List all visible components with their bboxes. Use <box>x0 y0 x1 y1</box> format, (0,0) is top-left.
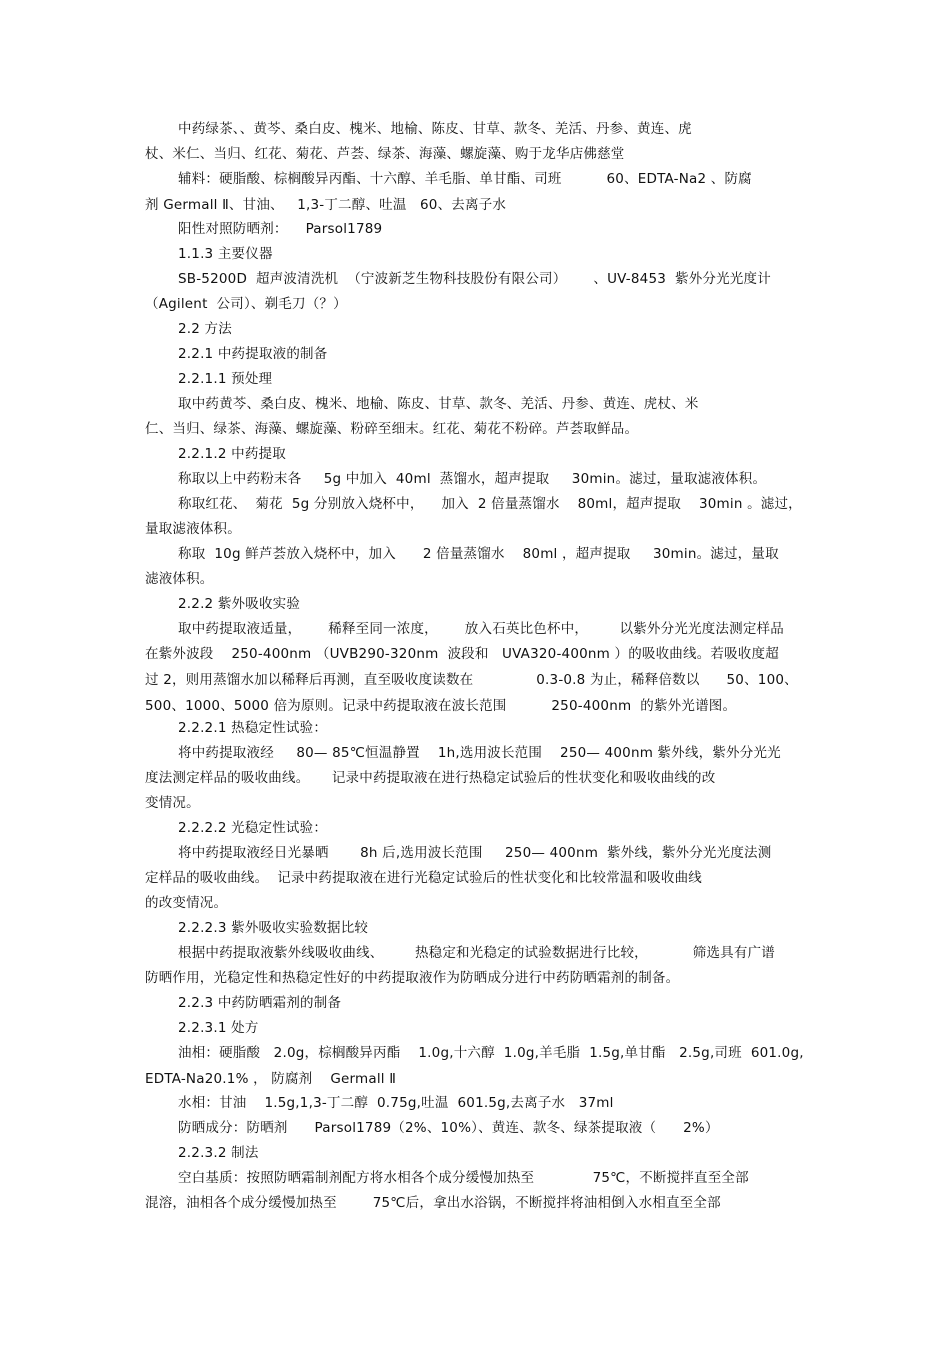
paragraph-line: 仁、当归、绿茶、海藻、螺旋藻、粉碎至细末。红花、菊花不粉碎。芦荟取鲜品。 <box>145 421 639 437</box>
section-heading: 2.2.1 中药提取液的制备 <box>178 346 328 362</box>
paragraph-line: 滤液体积。 <box>145 571 214 587</box>
paragraph-line: 剂 Germall Ⅱ、甘油、 1,3-丁二醇、吐温 60、去离子水 <box>145 197 507 213</box>
paragraph-line: 过 2，则用蒸馏水加以稀释后再测，直至吸收度读数在 0.3-0.8 为止，稀释倍数以 50、100、 <box>145 672 798 688</box>
section-heading: 2.2.1.2 中药提取 <box>178 446 286 462</box>
paragraph-line: 油相：硬脂酸 2.0g，棕榈酸异丙酯 1.0g,十六醇 1.0g,羊毛脂 1.5g,单甘酯 2.5g,司班 601.0g, <box>178 1045 804 1061</box>
section-heading: 2.2.3 中药防晒霜剂的制备 <box>178 995 342 1011</box>
paragraph-line: 变情况。 <box>145 795 200 811</box>
paragraph-line: 的改变情况。 <box>145 895 228 911</box>
paragraph-line: 防晒成分：防晒剂 Parsol1789（2%、10%）、黄连、款冬、绿茶提取液（ 2%） <box>178 1120 719 1136</box>
paragraph-line: 防晒作用，光稳定性和热稳定性好的中药提取液作为防晒成分进行中药防晒霜剂的制备。 <box>145 970 680 986</box>
paragraph-line: 称取以上中药粉末各 5g 中加入 40ml 蒸馏水，超声提取 30min。滤过，量取滤液体积。 <box>178 471 767 487</box>
section-heading: 1.1.3 主要仪器 <box>178 246 273 262</box>
paragraph-line: 在紫外波段 250-400nm （UVB290-320nm 波段和 UVA320-400nm ）的吸收曲线。若吸收度超 <box>145 646 779 662</box>
paragraph-line: 辅料：硬脂酸、棕榈酸异丙酯、十六醇、羊毛脂、单甘酯、司班 60、EDTA-Na2 、防腐 <box>178 171 752 187</box>
paragraph-line: 将中药提取液经日光暴晒 8h 后,选用波长范围 250— 400nm 紫外线，紫外分光光度法测 <box>178 845 772 861</box>
section-heading: 2.2.3.2 制法 <box>178 1145 259 1161</box>
paragraph-line: 500、1000、5000 倍为原则。记录中药提取液在波长范围 250-400nm 的紫外光谱图。 <box>145 698 737 714</box>
paragraph-line: 量取滤液体积。 <box>145 521 241 537</box>
section-heading: 2.2.2 紫外吸收实验 <box>178 596 301 612</box>
paragraph-line: 空白基质：按照防晒霜制剂配方将水相各个成分缓慢加热至 75℃，不断搅拌直至全部 <box>178 1170 749 1186</box>
paragraph-line: 水相：甘油 1.5g,1,3-丁二醇 0.75g,吐温 601.5g,去离子水 37ml <box>178 1095 614 1111</box>
section-heading: 2.2 方法 <box>178 321 232 337</box>
paragraph-line: 阳性对照防晒剂： Parsol1789 <box>178 221 383 237</box>
paragraph-line: 中药绿茶、、黄芩、桑白皮、槐米、地榆、陈皮、甘草、款冬、羌活、丹参、黄连、虎 <box>178 121 692 137</box>
paragraph-line: EDTA-Na20.1% ， 防腐剂 Germall Ⅱ <box>145 1071 397 1087</box>
paragraph-line: （Agilent 公司）、剃毛刀（？） <box>145 296 347 312</box>
section-heading: 2.2.2.2 光稳定性试验： <box>178 820 328 836</box>
section-heading: 2.2.2.1 热稳定性试验： <box>178 720 328 736</box>
paragraph-line: 混溶，油相各个成分缓慢加热至 75℃后，拿出水浴锅，不断搅拌将油相倒入水相直至全部 <box>145 1195 721 1211</box>
paragraph-line: 根据中药提取液紫外线吸收曲线、 热稳定和光稳定的试验数据进行比较， 筛选具有广谱 <box>178 945 775 961</box>
section-heading: 2.2.3.1 处方 <box>178 1020 259 1036</box>
paragraph-line: 称取 10g 鲜芦荟放入烧杯中，加入 2 倍量蒸馏水 80ml ，超声提取 30min。滤过，量取 <box>178 546 779 562</box>
paragraph-line: 杖、米仁、当归、红花、菊花、芦荟、绿茶、海藻、螺旋藻、购于龙华店佛慈堂 <box>145 146 625 162</box>
paragraph-line: 将中药提取液经 80— 85℃恒温静置 1h,选用波长范围 250— 400nm 紫外线，紫外分光光 <box>178 745 781 761</box>
paragraph-line: 称取红花、 菊花 5g 分别放入烧杯中， 加入 2 倍量蒸馏水 80ml，超声提取 30min 。滤过， <box>178 496 802 512</box>
section-heading: 2.2.2.3 紫外吸收实验数据比较 <box>178 920 369 936</box>
paragraph-line: 取中药提取液适量， 稀释至同一浓度， 放入石英比色杯中， 以紫外分光光度法测定样品 <box>178 621 784 637</box>
paragraph-line: SB-5200D 超声波清洗机 （宁波新芝生物科技股份有限公司） 、UV-8453 紫外分光光度计 <box>178 271 771 287</box>
paragraph-line: 定样品的吸收曲线。 记录中药提取液在进行光稳定试验后的性状变化和比较常温和吸收曲线 <box>145 870 702 886</box>
paragraph-line: 取中药黄芩、桑白皮、槐米、地榆、陈皮、甘草、款冬、羌活、丹参、黄连、虎杖、米 <box>178 396 699 412</box>
section-heading: 2.2.1.1 预处理 <box>178 371 273 387</box>
paragraph-line: 度法测定样品的吸收曲线。 记录中药提取液在进行热稳定试验后的性状变化和吸收曲线的改 <box>145 770 716 786</box>
